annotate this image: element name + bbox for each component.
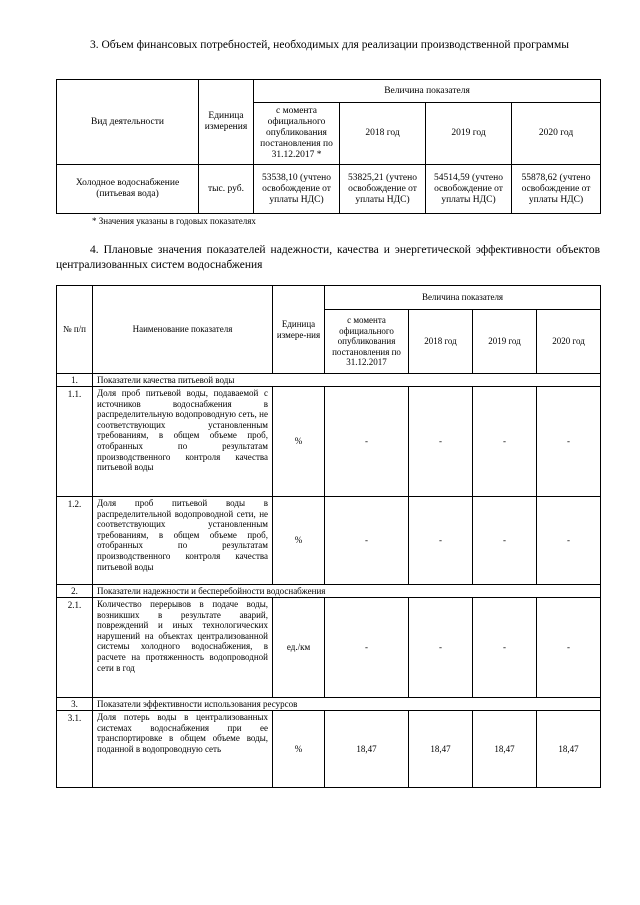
col-2019-header: 2019 год	[473, 310, 537, 374]
col-2018-header: 2018 год	[340, 103, 426, 165]
value-cell: -	[409, 387, 473, 497]
col-unit-header: Единица измере-ния	[273, 286, 325, 374]
table-row	[57, 598, 601, 698]
value-cell: -	[537, 598, 601, 698]
value-cell: -	[473, 387, 537, 497]
value-cell: 18,47	[473, 711, 537, 788]
value-cell: -	[325, 387, 409, 497]
financial-needs-table	[56, 79, 601, 214]
table-row	[57, 387, 601, 497]
value-cell: 18,47	[325, 711, 409, 788]
unit-cell: ед./км	[273, 598, 325, 698]
unit-cell: %	[273, 711, 325, 788]
table-row	[57, 497, 601, 585]
value-cell: -	[473, 598, 537, 698]
section-title: Показатели эффективности использования ресурсов	[93, 698, 601, 711]
indicator-name: Количество перерывов в подаче воды, возникших в результате аварий, повреждений и иных технологических нарушений на объектах централизованной системы холодного водоснабжения, в расчете на протяженность водопроводной сети в год	[93, 598, 273, 698]
section-row	[57, 698, 601, 711]
value-cell: 18,47	[537, 711, 601, 788]
value-cell: -	[325, 497, 409, 585]
value-cell: -	[537, 387, 601, 497]
col-2020-header: 2020 год	[537, 310, 601, 374]
table-row	[57, 711, 601, 788]
col-no-header: № п/п	[57, 286, 93, 374]
col-2019-header: 2019 год	[426, 103, 512, 165]
col-from-date-header: с момента официального опубликования постановления по 31.12.2017	[325, 310, 409, 374]
section-row	[57, 374, 601, 387]
indicator-value-header: Величина показателя	[254, 80, 601, 103]
section-title: Показатели качества питьевой воды	[93, 374, 601, 387]
section-title: Показатели надежности и бесперебойности водоснабжения	[93, 585, 601, 598]
value-cell: 55878,62 (учтено освобождение от уплаты НДС)	[512, 165, 601, 214]
row-number: 1.1.	[57, 387, 93, 497]
row-number: 3.	[57, 698, 93, 711]
value-cell: -	[409, 497, 473, 585]
value-cell: -	[537, 497, 601, 585]
row-number: 2.	[57, 585, 93, 598]
section-row	[57, 585, 601, 598]
unit-cell: тыс. руб.	[199, 165, 254, 214]
indicator-name: Доля проб питьевой воды в распределительной водопроводной сети, не соответствующих установленным требованиям, в общем объеме проб, отобранных по результатам производственного контроля качества питьевой воды	[93, 497, 273, 585]
value-cell: 18,47	[409, 711, 473, 788]
col-unit-header: Единица измерения	[199, 80, 254, 165]
row-number: 1.2.	[57, 497, 93, 585]
section4-title: 4. Плановые значения показателей надежности, качества и энергетической эффективности объектов централизованных систем водоснабжения	[56, 244, 600, 271]
col-name-header: Наименование показателя	[93, 286, 273, 374]
value-cell: 53825,21 (учтено освобождение от уплаты НДС)	[340, 165, 426, 214]
col-activity-header: Вид деятельности	[57, 80, 199, 165]
value-cell: -	[409, 598, 473, 698]
activity-cell: Холодное водоснабжение (питьевая вода)	[57, 165, 199, 214]
indicator-name: Доля потерь воды в централизованных системах водоснабжения при ее транспортировке в общем объеме воды, поданной в водопроводную сеть	[93, 711, 273, 788]
col-2020-header: 2020 год	[512, 103, 601, 165]
indicator-value-header: Величина показателя	[325, 286, 601, 310]
section3-title: 3. Объем финансовых потребностей, необходимых для реализации производственной программы	[90, 39, 569, 51]
unit-cell: %	[273, 387, 325, 497]
indicators-table	[56, 285, 601, 788]
table-row	[57, 165, 601, 214]
value-cell: -	[473, 497, 537, 585]
row-number: 1.	[57, 374, 93, 387]
col-2018-header: 2018 год	[409, 310, 473, 374]
row-number: 3.1.	[57, 711, 93, 788]
unit-cell: %	[273, 497, 325, 585]
value-cell: 53538,10 (учтено освобождение от уплаты НДС)	[254, 165, 340, 214]
indicator-name: Доля проб питьевой воды, подаваемой с источников водоснабжения в распределительную водопроводную сеть, не соответствующих установленным требованиям, в общем объеме проб, отобранных по результатам производственного контроля качества питьевой воды	[93, 387, 273, 497]
value-cell: -	[325, 598, 409, 698]
value-cell: 54514,59 (учтено освобождение от уплаты НДС)	[426, 165, 512, 214]
col-from-date-header: с момента официального опубликования постановления по 31.12.2017 *	[254, 103, 340, 165]
footnote: * Значения указаны в годовых показателях	[92, 216, 256, 226]
row-number: 2.1.	[57, 598, 93, 698]
